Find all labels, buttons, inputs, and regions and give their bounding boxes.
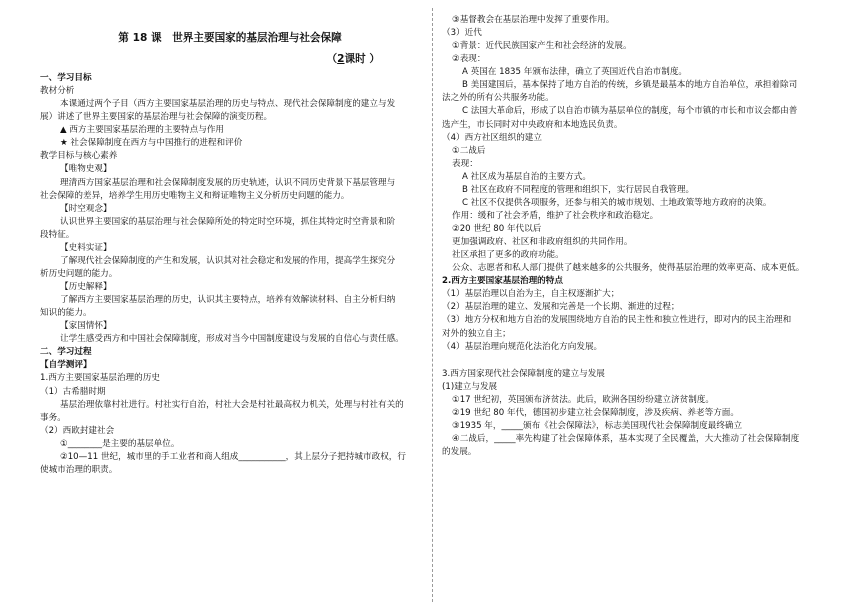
question-1-2-blank-b-2: 使城市治理的职责。: [40, 464, 118, 475]
evidence-heading: 【史料实证】: [60, 242, 112, 253]
question-1-1-text-2: 事务。: [40, 412, 66, 423]
evidence-text-1: 了解现代社会保障制度的产生和发展，认识其对社会稳定和发展的作用，提高学生探究分: [60, 255, 396, 266]
community-1980s: ②20 世纪 80 年代以后: [452, 224, 542, 234]
teaching-goals-label: 教学目标与核心素养: [40, 151, 118, 162]
social-security-heading: 3.西方国家现代社会保障制度的建立与发展: [442, 368, 605, 379]
community-manifestation-label: 表现：: [452, 158, 478, 169]
community-heading: （4）西方社区组织的建立: [442, 132, 542, 143]
textbook-analysis-paragraph-2: 展）讲述了世界主要国家的基层治理与社会保障的演变历程。: [40, 112, 273, 123]
modern-period-heading: （3）近代: [442, 28, 482, 39]
modern-america-1: B 美国建国后，基本保持了地方自治的传统，乡镇是最基本的地方自治单位，承担着除司: [462, 80, 798, 91]
textbook-analysis-label: 教材分析: [40, 86, 75, 97]
community-1980s-c: 公众、志愿者和私人部门提供了越来越多的公共服务，使得基层治理的效率更高、成本更低。: [452, 263, 805, 274]
modern-manifestation-label: ②表现：: [452, 54, 486, 65]
community-point-a: A 社区成为基层自治的主要方式。: [462, 171, 591, 182]
patriotism-heading: 【家国情怀】: [60, 321, 112, 332]
question-1-2-blank-a: ①________是主要的基层单位。: [60, 438, 180, 449]
interpretation-text-1: 了解西方主要国家基层治理的历史，认识其主要特点，培养有效解读材料、自主分析归纳: [60, 295, 396, 306]
social-security-point-1: ①17 世纪初，英国颁布济贫法。此后，欧洲各国纷纷建立济贫制度。: [452, 394, 714, 405]
feature-3-line-1: （3）地方分权和地方自治的发展围绕地方自治的民主性和独立性进行，即对内的民主治理和: [442, 315, 792, 326]
community-1980s-b: 社区承担了更多的政府功能。: [452, 250, 564, 261]
interpretation-heading: 【历史解释】: [60, 282, 112, 292]
question-1-2-blank-b-1: ②10—11 世纪，城市里的手工业者和商人组成___________，其上层分子把持城市政权，行: [60, 451, 406, 462]
community-point-c: C 社区不仅提供各项服务，还参与相关的城市规划、土地政策等地方政府的决策。: [462, 197, 772, 208]
question-1-1-text-1: 基层治理依靠村社进行。村社实行自治，村社大会是村社最高权力机关，处理与村社有关的: [60, 399, 404, 410]
spacer: [442, 354, 838, 368]
social-security-point-4-line-1: ④二战后，_____率先构建了社会保障体系，基本实现了全民覆盖，大大推动了社会保障制度: [452, 433, 800, 444]
modern-background: ①背景：近代民族国家产生和社会经济的发展。: [452, 41, 632, 52]
question-1-heading: 1.西方主要国家基层治理的历史: [40, 373, 160, 384]
textbook-analysis-paragraph-1: 本课通过两个子目（西方主要国家基层治理的历史与特点、现代社会保障制度的建立与发: [60, 99, 396, 110]
feature-3-line-2: 对外的独立自主；: [442, 328, 511, 339]
community-point-b: B 社区在政府不同程度的管理和组织下，实行居民自我管理。: [462, 184, 695, 195]
lesson-title: 第 18 课 世界主要国家的基层治理与社会保障: [118, 32, 342, 44]
key-point-triangle: ▲ 西方主要国家基层治理的主要特点与作用: [60, 125, 225, 136]
social-security-point-3: ③1935 年，_____颁布《社会保障法》，标志美国现代社会保障制度最终确立: [452, 420, 743, 431]
materialism-text-1: 理清西方国家基层治理和社会保障制度发展的历史轨迹，认识不同历史背景下基层管理与: [60, 177, 396, 188]
community-role: 作用：缓和了社会矛盾，维护了社会秩序和政治稳定。: [452, 210, 659, 221]
feature-1: （1）基层治理以自治为主，自主权逐渐扩大；: [442, 289, 620, 300]
right-column: [442, 0, 838, 459]
evidence-text-2: 析历史问题的能力。: [40, 268, 118, 279]
patriotism-text-1: 让学生感受西方和中国社会保障制度，形成对当今中国制度建设与发展的自信心与责任感。: [60, 334, 404, 345]
self-study-heading: 【自学测评】: [40, 360, 92, 371]
materialism-heading: 【唯物史观】: [60, 164, 112, 175]
modern-france-1: C 法国大革命后，形成了以自治市镇为基层单位的制度，每个市镇的市长和市议会都由普: [462, 106, 798, 117]
spacetime-heading: 【时空观念】: [60, 203, 112, 214]
social-security-point-4-line-2: 的发展。: [442, 447, 477, 457]
section-learning-process: 二、学习过程: [40, 347, 92, 358]
key-point-star: ★ 社会保障制度在西方与中国推行的进程和评价: [60, 138, 243, 149]
subtitle-hours-number: 2: [337, 53, 345, 65]
subtitle-prefix: （: [326, 53, 338, 65]
feature-2: （2）基层治理的建立、发展和完善是一个长期、渐进的过程；: [442, 302, 680, 313]
interpretation-text-2: 知识的能力。: [40, 308, 92, 319]
church-role-line: ③基督教会在基层治理中发挥了重要作用。: [452, 15, 615, 25]
modern-britain: A 英国在 1835 年颁布法律，确立了英国近代自治市制度。: [462, 67, 688, 78]
community-postwar: ①二战后: [452, 145, 486, 156]
modern-france-2: 选产生，市长同时对中央政府和本地选民负责。: [442, 119, 623, 130]
features-heading: 2.西方主要国家基层治理的特点: [442, 276, 563, 287]
subtitle-suffix: 课时 ）: [344, 53, 380, 65]
social-security-point-2: ②19 世纪 80 年代，德国初步建立社会保障制度，涉及疾病、养老等方面。: [452, 407, 739, 418]
social-security-sub-heading: (1)建立与发展: [442, 381, 498, 392]
feature-4: （4）基层治理向规范化法治化方向发展。: [442, 341, 603, 352]
modern-america-2: 法之外的所有公共服务功能。: [442, 93, 554, 104]
column-divider: [432, 8, 433, 602]
question-1-2-heading: （2）西欧封建社会: [40, 425, 115, 436]
spacetime-text-2: 段特征。: [40, 229, 75, 240]
materialism-text-2: 社会保障的差异，培养学生用历史唯物主义和辩证唯物主义分析历史问题的能力。: [40, 190, 350, 201]
question-1-1-heading: （1）古希腊时期: [40, 386, 106, 397]
left-column: [40, 0, 420, 477]
section-learning-goals: 一、学习目标: [40, 73, 92, 83]
spacetime-text-1: 认识世界主要国家的基层治理与社会保障所处的特定时空环境，抓住其特定时空背景和阶: [60, 216, 396, 227]
community-1980s-a: 更加强调政府、社区和非政府组织的共同作用。: [452, 237, 633, 248]
